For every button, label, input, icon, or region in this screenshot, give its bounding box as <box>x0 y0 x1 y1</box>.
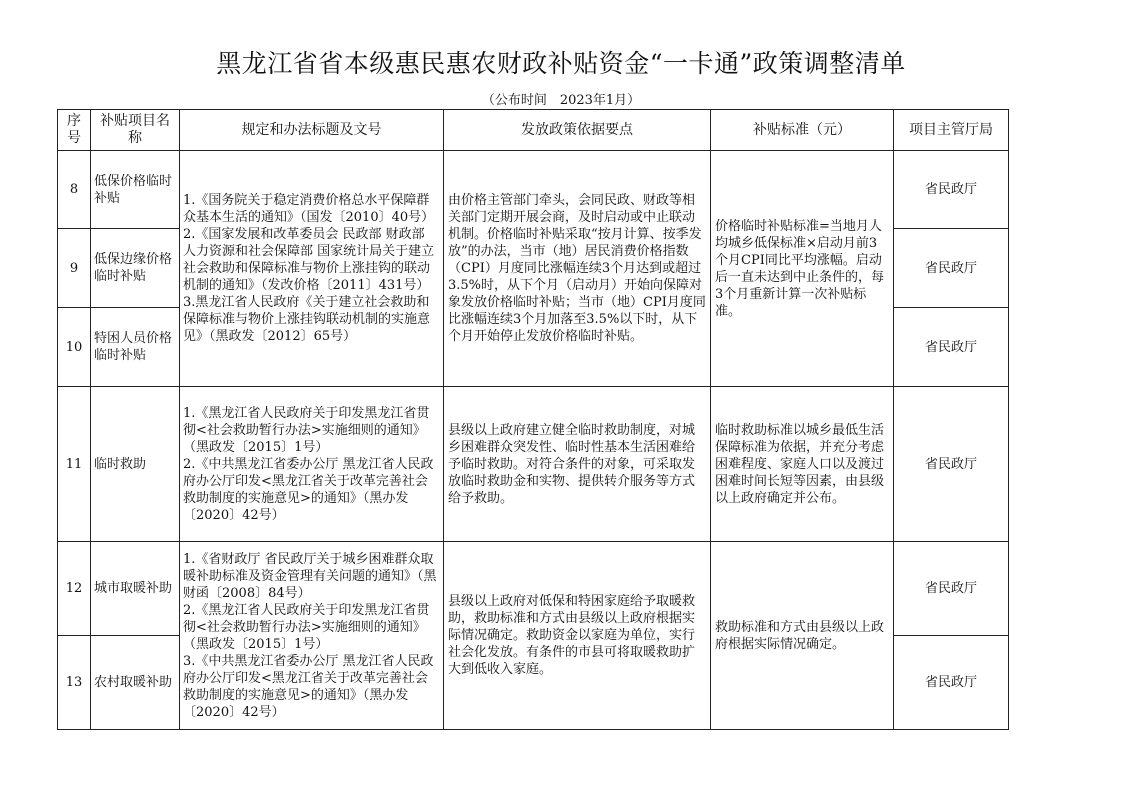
row-no: 12 <box>58 542 91 636</box>
standard-cell: 临时救助标准以城乡最低生活保障标准为依据，并充分考虑困难程度、家庭人口以及渡过困难时间长短等因素，由县级以上政府确定并公布。 <box>711 387 894 542</box>
row-dept: 省民政厅 <box>894 636 1009 730</box>
table-row <box>58 151 1009 229</box>
standard-cell: 价格临时补贴标准=当地月人均城乡低保标准×启动月前3个月CPI同比平均涨幅。启动后一直未达到中止条件的，每3个月重新计算一次补贴标准。 <box>711 151 894 387</box>
row-no: 8 <box>58 151 91 229</box>
basis-cell: 由价格主管部门牵头，会同民政、财政等相关部门定期开展会商，及时启动或中止联动机制。价格临时补贴采取“按月计算、按季发放”的办法，当市（地）居民消费价格指数（CPI）月度同比涨幅连续3个月达到或超过3.5%时，从下个月（启动月）开始向保障对象发放价格临时补贴；当市（地）CPI月度同比涨幅连续3个月加落至3.5%以下时，从下个月开始停止发放价格临时补贴。 <box>444 151 711 387</box>
row-name: 低保价格临时补贴 <box>91 151 180 229</box>
row-dept: 省民政厅 <box>894 308 1009 387</box>
row-name: 农村取暖补助 <box>91 636 180 730</box>
table-row <box>58 542 1009 636</box>
subsidy-table <box>57 109 1009 730</box>
row-no: 9 <box>58 229 91 308</box>
basis-cell: 县级以上政府建立健全临时救助制度，对城乡困难群众突发性、临时性基本生活困难给予临时救助。对符合条件的对象，可采取发放临时救助金和实物、提供转介服务等方式给予救助。 <box>444 387 711 542</box>
row-dept: 省民政厅 <box>894 151 1009 229</box>
row-name: 临时救助 <box>91 387 180 542</box>
header-name: 补贴项目名称 <box>91 110 180 151</box>
header-dept: 项目主管厅局 <box>894 110 1009 151</box>
table-header-row <box>58 110 1009 151</box>
basis-cell: 县级以上政府对低保和特困家庭给予取暖救助，救助标准和方式由县级以上政府根据实际情况确定。救助资金以家庭为单位，实行社会化发放。有条件的市县可将取暖救助扩大到低收入家庭。 <box>444 542 711 730</box>
table-row <box>58 387 1009 542</box>
row-name: 低保边缘价格临时补贴 <box>91 229 180 308</box>
header-no: 序号 <box>58 110 91 151</box>
publish-date: （公布时间 2023年1月） <box>481 93 641 108</box>
header-standard: 补贴标准（元） <box>711 110 894 151</box>
row-no: 11 <box>58 387 91 542</box>
row-dept: 省民政厅 <box>894 387 1009 542</box>
row-dept: 省民政厅 <box>894 542 1009 636</box>
row-no: 13 <box>58 636 91 730</box>
standard-cell: 救助标准和方式由县级以上政府根据实际情况确定。 <box>711 542 894 730</box>
row-name: 城市取暖补助 <box>91 542 180 636</box>
document-title: 黑龙江省省本级惠民惠农财政补贴资金“一卡通”政策调整清单 <box>216 49 906 78</box>
regulations-cell: 1.《黑龙江省人民政府关于印发黑龙江省贯彻<社会救助暂行办法>实施细则的通知》（黑政发〔2015〕1号） 2.《中共黑龙江省委办公厅 黑龙江省人民政府办公厅印发<黑龙江省关于改革完善社会救助制度的实施意见>的通知》（黑办发〔2020〕42号） <box>180 387 444 542</box>
header-basis: 发放政策依据要点 <box>444 110 711 151</box>
regulations-cell: 1.《国务院关于稳定消费价格总水平保障群众基本生活的通知》（国发〔2010〕40号） 2.《国家发展和改革委员会 民政部 财政部 人力资源和社会保障部 国家统计局关于建立社会救助和保障标准与物价上涨挂钩的联动机制的通知》（发改价格〔2011〕431号） 3.黑龙江省人民政府《关于建立社会救助和保障标准与物价上涨挂钩联动机制的实施意见》（黑政发〔2012〕65号） <box>180 151 444 387</box>
regulations-cell: 1.《省财政厅 省民政厅关于城乡困难群众取暖补助标准及资金管理有关问题的通知》（黑财函〔2008〕84号） 2.《黑龙江省人民政府关于印发黑龙江省贯彻<社会救助暂行办法>实施细则的通知》（黑政发〔2015〕1号） 3.《中共黑龙江省委办公厅 黑龙江省人民政府办公厅印发<黑龙江省关于改革完善社会救助制度的实施意见>的通知》（黑办发〔2020〕42号） <box>180 542 444 730</box>
header-regulations: 规定和办法标题及文号 <box>180 110 444 151</box>
row-dept: 省民政厅 <box>894 229 1009 308</box>
row-name: 特困人员价格临时补贴 <box>91 308 180 387</box>
row-no: 10 <box>58 308 91 387</box>
